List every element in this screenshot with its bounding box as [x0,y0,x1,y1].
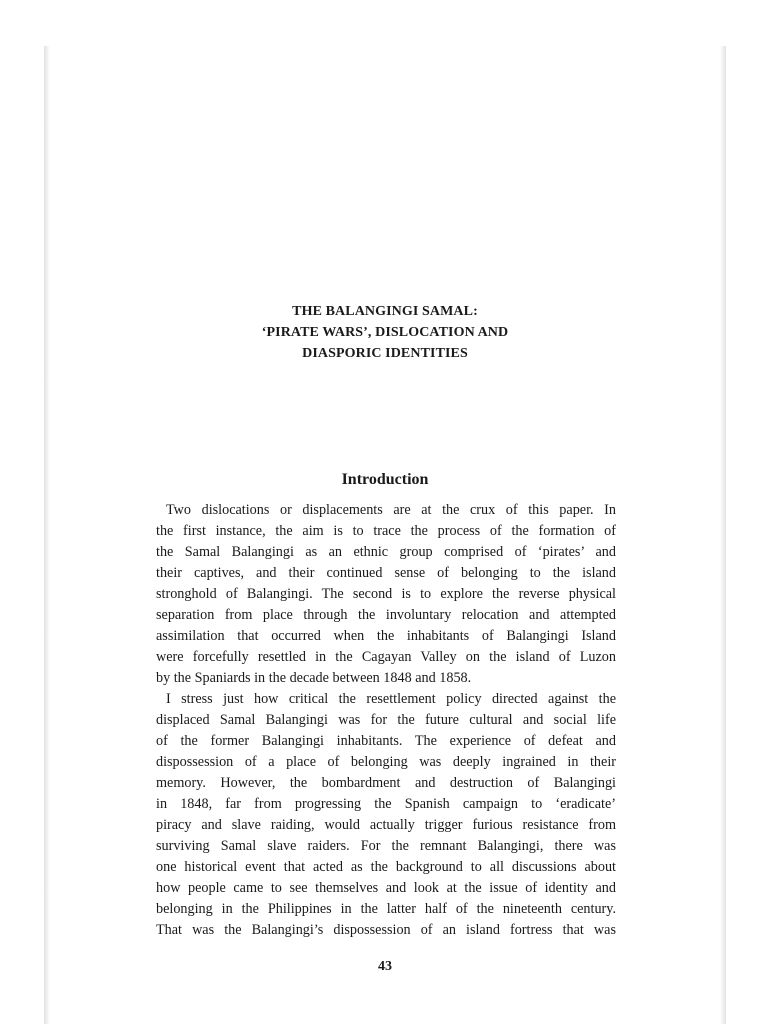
text-line: I stress just how critical the resettlement policy directed against the [166,691,616,707]
text-line: the Samal Balangingi as an ethnic group comprised of ‘pirates’ and [156,544,616,560]
text-line: their captives, and their continued sense of belonging to the island [156,565,616,581]
section-heading: Introduction [341,471,429,488]
chapter-title-line: THE BALANGINGI SAMAL: [292,304,478,319]
text-line: assimilation that occurred when the inhabitants of Balangingi Island [156,628,616,644]
chapter-title-line: DIASPORIC IDENTITIES [302,346,468,361]
body-text [156,500,616,941]
text-line: were forcefully resettled in the Cagayan Valley on the island of Luzon [156,649,616,665]
text-line: one historical event that acted as the background to all discussions about [156,859,616,875]
text-line: surviving Samal slave raiders. For the remnant Balangingi, there was [156,838,616,854]
text-line: in 1848, far from progressing the Spanish campaign to ‘eradicate’ [156,796,616,812]
page-right-edge-shadow [720,46,726,1024]
text-line: dispossession of a place of belonging was deeply ingrained in their [156,754,616,770]
text-line: That was the Balangingi’s dispossession of an island fortress that was [156,922,616,938]
paragraph [156,500,616,689]
text-line: displaced Samal Balangingi was for the future cultural and social life [156,712,616,728]
text-line: separation from place through the involuntary relocation and attempted [156,607,616,623]
chapter-title [50,301,720,364]
text-line: stronghold of Balangingi. The second is to explore the reverse physical [156,586,616,602]
text-line: the first instance, the aim is to trace the process of the formation of [156,523,616,539]
chapter-title-line: ‘PIRATE WARS’, DISLOCATION AND [261,325,509,340]
document-page [50,46,720,1024]
text-line: belonging in the Philippines in the latter half of the nineteenth century. [156,901,616,917]
paragraph [156,689,616,941]
page-number: 43 [378,959,392,974]
text-line: memory. However, the bombardment and destruction of Balangingi [156,775,616,791]
text-line: Two dislocations or displacements are at the crux of this paper. In [166,502,616,518]
text-line: of the former Balangingi inhabitants. The experience of defeat and [156,733,616,749]
text-line: how people came to see themselves and look at the issue of identity and [156,880,616,896]
text-line: by the Spaniards in the decade between 1848 and 1858. [156,670,472,686]
text-line: piracy and slave raiding, would actually trigger furious resistance from [156,817,616,833]
